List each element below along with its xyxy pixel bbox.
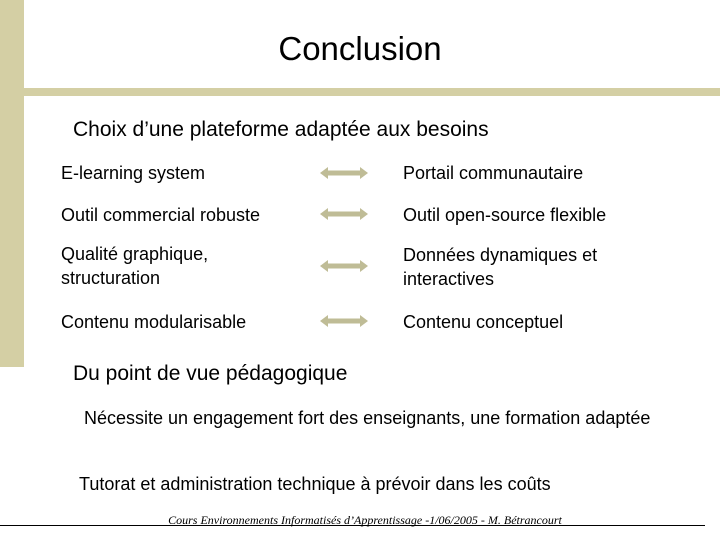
comparison-right-4: Contenu conceptuel: [403, 312, 564, 332]
double-arrow-icon: [320, 314, 368, 328]
footer-text: Cours Environnements Informatisés d’Apprentissage -1/06/2005 - M. Bétrancourt: [168, 513, 562, 527]
double-arrow-icon: [320, 166, 368, 180]
comparison-right-2: Outil open-source flexible: [403, 205, 607, 225]
pedagogy-item-1-text: Nécessite un engagement fort des enseignants, une formation adaptée: [84, 408, 651, 428]
comparison-right-3: Données dynamiques et interactives: [403, 245, 598, 289]
double-arrow-icon: [320, 207, 368, 221]
comparison-left-4: Contenu modularisable: [61, 312, 247, 332]
section-heading-pedagogy: Du point de vue pédagogique: [73, 362, 348, 385]
comparison-left-2: Outil commercial robuste: [61, 205, 261, 225]
pedagogy-item-1: [84, 406, 654, 430]
title-underline-bar: [24, 88, 720, 96]
pedagogy-item-2: Tutorat et administration technique à prévoir dans les coûts: [79, 474, 551, 494]
comparison-right-1: Portail communautaire: [403, 163, 584, 183]
double-arrow-icon: [320, 259, 368, 273]
slide-title: [0, 30, 720, 68]
comparison-left-3: Qualité graphique, structuration: [61, 244, 209, 288]
slide-title-text: Conclusion: [278, 30, 442, 67]
comparison-left-1: E-learning system: [61, 163, 206, 183]
section-heading-platform: Choix d’une plateforme adaptée aux besoins: [73, 118, 489, 141]
